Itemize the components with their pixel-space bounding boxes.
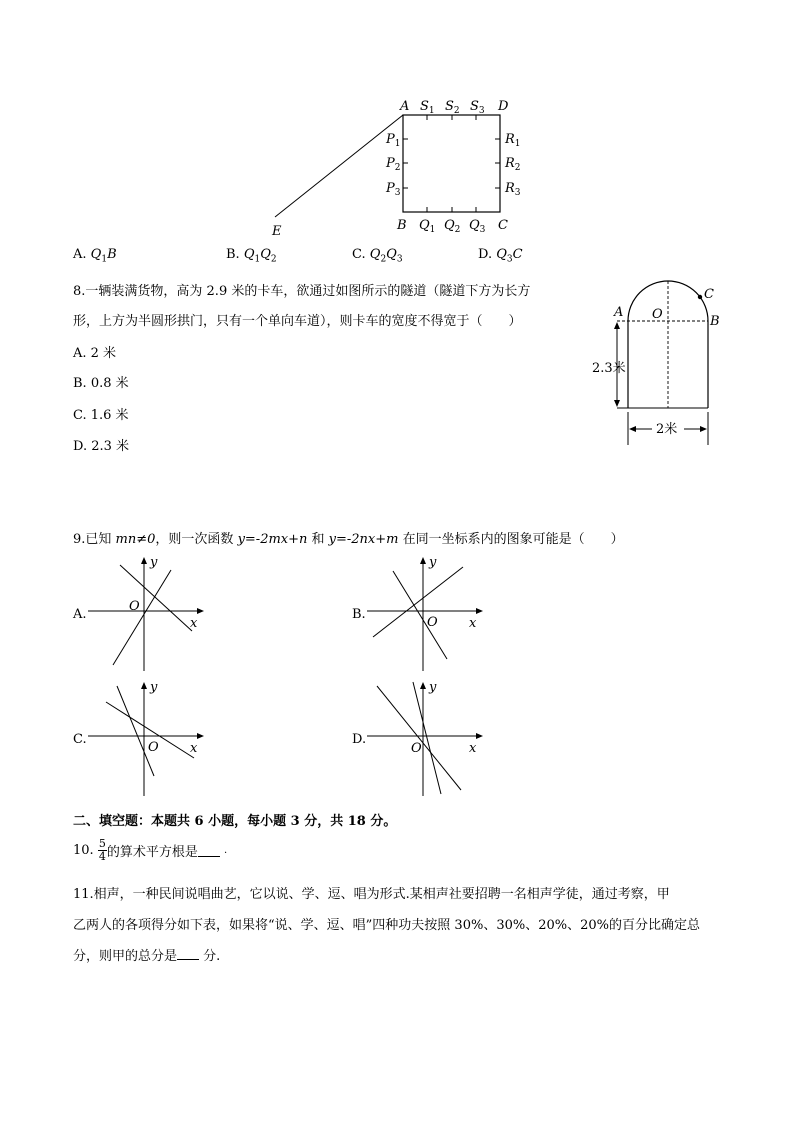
origin-label: O [129, 599, 140, 614]
x-label: x [469, 741, 477, 756]
label-a: A [400, 99, 410, 114]
label-a: A [614, 305, 624, 320]
y-label: y [429, 555, 437, 570]
q9-stem: 9.已知 mn≠0，则一次函数 y=-2mx+n 和 y=-2nx+m 在同一坐标系内的图象可能是（ ） [73, 532, 624, 547]
x-label: x [190, 741, 198, 756]
q8-tunnel-figure [590, 275, 730, 450]
label-p2: $P_2$ [386, 156, 401, 173]
q8-stem-line1: 8.一辆装满货物，高为 2.9 米的卡车，欲通过如图所示的隧道（隧道下方为长方 [73, 284, 531, 299]
y-label: y [429, 680, 437, 695]
q7-square-figure [260, 95, 540, 245]
label-b: B [710, 314, 720, 329]
label-q2: $Q_2$ [444, 218, 461, 235]
point-c [698, 295, 702, 299]
q7-option-c[interactable]: C. $Q_2Q_3$ [352, 247, 403, 265]
answer-blank[interactable] [177, 947, 199, 960]
q9-option-c-label[interactable]: C. [73, 732, 87, 747]
label-p1: $P_1$ [386, 132, 401, 149]
q11-line2: 乙两人的各项得分如下表，如果将“说、学、逗、唱”四种功夫按照 30%、30%、20%、20%的百分比确定总 [73, 918, 701, 933]
q8-stem-line2: 形，上方为半圆形拱门，只有一个单向车道），则卡车的宽度不得宽于（ ） [73, 314, 522, 329]
label-b: B [397, 218, 407, 233]
x-label: x [469, 616, 477, 631]
q9-option-b-label[interactable]: B. [352, 607, 366, 622]
origin-label: O [411, 741, 422, 756]
label-r3: $R_3$ [505, 181, 521, 198]
q11-line3: 分，则甲的总分是 分. [73, 949, 221, 964]
y-label: y [150, 555, 158, 570]
square-abcd [403, 115, 500, 212]
fraction: $\frac{5}{4}$ [98, 837, 106, 863]
x-label: x [190, 616, 198, 631]
label-o: O [652, 307, 663, 322]
width-label: 2米 [656, 422, 678, 437]
label-c: C [704, 287, 714, 302]
origin-label: O [427, 615, 438, 630]
q7-option-d[interactable]: D. $Q_3C$ [478, 247, 523, 265]
q9-graph-a[interactable] [88, 555, 213, 673]
answer-blank[interactable] [198, 844, 220, 857]
q9-option-a-label[interactable]: A. [73, 607, 87, 622]
q10: 10. $\frac{5}{4}$ 的算术平方根是 . [73, 837, 228, 863]
label-p3: $P_3$ [386, 181, 401, 198]
label-r2: $R_2$ [505, 156, 521, 173]
label-q3: $Q_3$ [469, 218, 486, 235]
q8-option-b[interactable]: B. 0.8 米 [73, 376, 129, 391]
q9-graph-c[interactable] [88, 680, 213, 798]
q8-option-d[interactable]: D. 2.3 米 [73, 439, 130, 454]
label-e: E [272, 224, 282, 239]
q8-option-a[interactable]: A. 2 米 [73, 346, 117, 361]
q9-option-d-label[interactable]: D. [352, 732, 367, 747]
y-label: y [150, 680, 158, 695]
q7-option-b[interactable]: B. $Q_1Q_2$ [226, 247, 277, 265]
label-q1: $Q_1$ [419, 218, 436, 235]
q8-option-c[interactable]: C. 1.6 米 [73, 408, 129, 423]
label-s3: $S_3$ [470, 99, 485, 116]
q9-graph-b[interactable] [367, 555, 492, 673]
label-r1: $R_1$ [505, 132, 521, 149]
height-label: 2.3米 [592, 361, 626, 376]
label-s2: $S_2$ [445, 99, 460, 116]
label-s1: $S_1$ [420, 99, 435, 116]
q9-graph-d[interactable] [367, 680, 492, 798]
segment-ae [275, 115, 403, 217]
q7-option-a[interactable]: A. $Q_1B$ [73, 247, 117, 265]
label-d: D [498, 99, 509, 114]
q11-line1: 11.相声，一种民间说唱曲艺，它以说、学、逗、唱为形式.某相声社要招聘一名相声学徒，通过考察，甲 [73, 887, 670, 902]
section-2-heading: 二、填空题：本题共 6 小题，每小题 3 分，共 18 分。 [73, 814, 397, 829]
origin-label: O [148, 740, 159, 755]
label-c: C [498, 218, 508, 233]
